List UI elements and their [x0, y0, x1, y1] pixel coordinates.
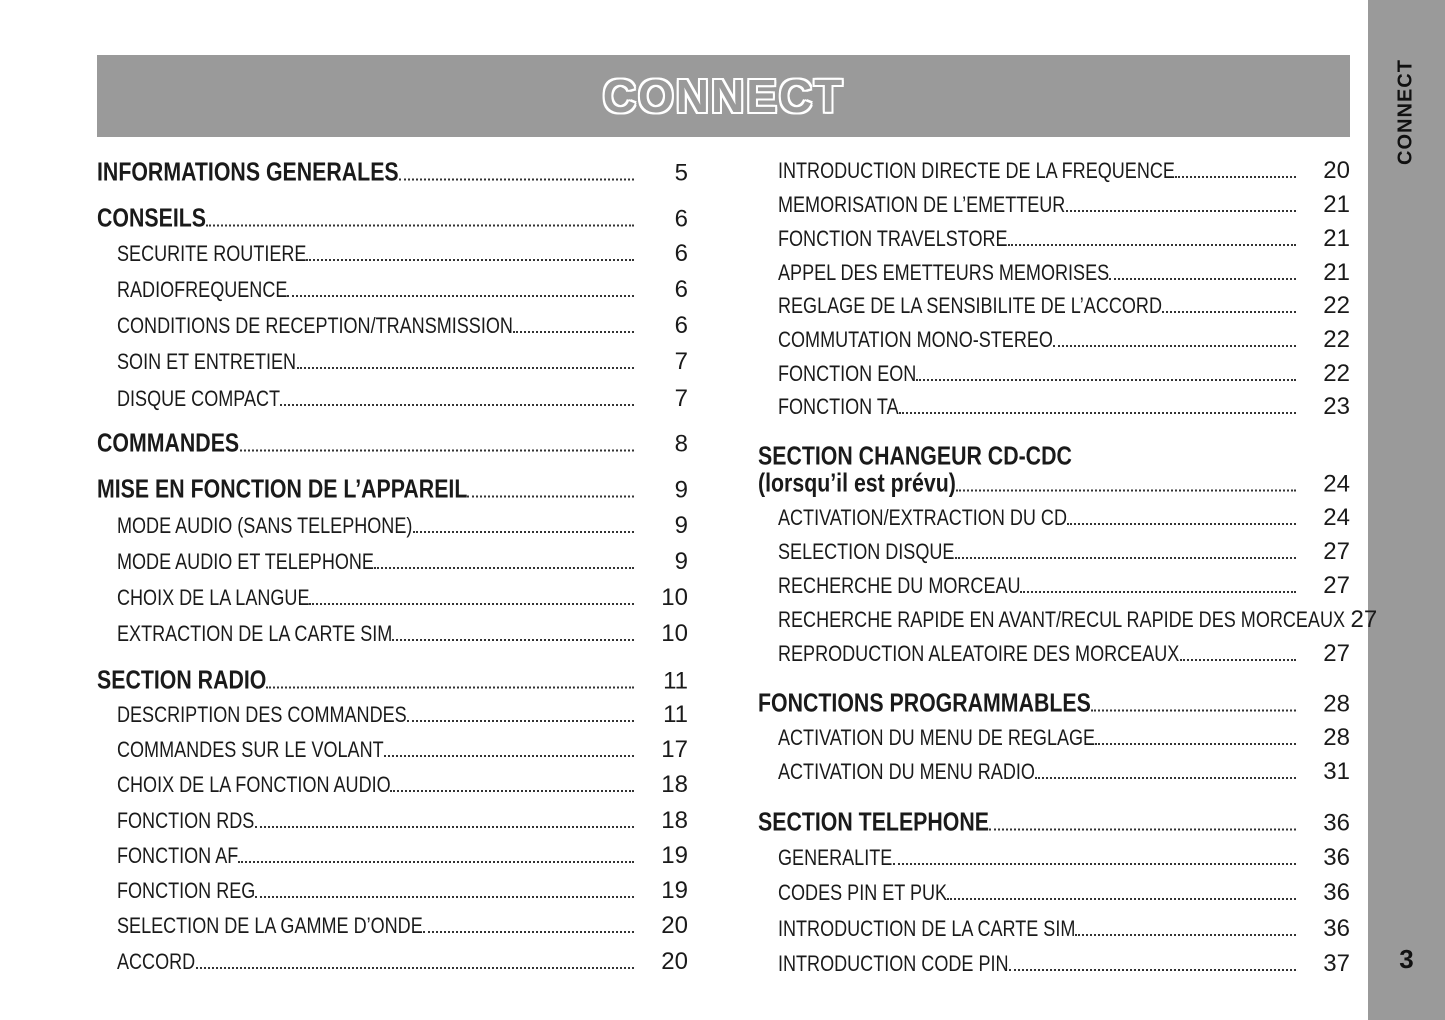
toc-dot-leader [297, 367, 635, 369]
toc-dot-leader [1095, 743, 1296, 745]
toc-entry-title: CHOIX DE LA FONCTION AUDIO [117, 772, 391, 797]
toc-dot-leader [266, 687, 634, 689]
toc-entry-title: MODE AUDIO (SANS TELEPHONE) [117, 513, 413, 538]
toc-dot-leader [255, 826, 634, 828]
toc-entry-title: SECURITE ROUTIERE [117, 241, 307, 266]
toc-dot-leader [513, 331, 634, 333]
toc-entry-page: 6 [674, 205, 688, 233]
toc-subsection-entry [758, 950, 1350, 978]
toc-entry-page: 10 [661, 584, 688, 611]
toc-entry-page: 9 [674, 512, 688, 539]
toc-entry-page: 7 [674, 348, 688, 375]
toc-entry-page: 24 [1323, 504, 1350, 531]
toc-subsection-entry [758, 326, 1350, 354]
toc-entry-title: COMMANDES SUR LE VOLANT [117, 737, 384, 762]
toc-entry-title: CONDITIONS DE RECEPTION/TRANSMISSION [117, 313, 513, 338]
toc-subsection-entry [758, 360, 1350, 388]
toc-entry-title: EXTRACTION DE LA CARTE SIM [117, 621, 393, 646]
toc-entry-page: 28 [1323, 724, 1350, 751]
toc-dot-leader [384, 755, 634, 757]
toc-entry-page: 21 [1323, 225, 1350, 252]
toc-entry-title: REPRODUCTION ALEATOIRE DES MORCEAUX [778, 641, 1180, 666]
toc-entry-page: 28 [1323, 690, 1350, 718]
toc-entry-title: FONCTION TA [778, 394, 899, 419]
toc-entry-page: 19 [661, 877, 688, 904]
toc-subsection-entry [97, 584, 688, 612]
toc-subsection-entry [97, 736, 688, 764]
toc-entry-page: 20 [661, 948, 688, 975]
toc-entry-title: INTRODUCTION DE LA CARTE SIM [778, 916, 1076, 941]
toc-entry-title: SECTION TELEPHONE [758, 806, 989, 837]
toc-entry-title: FONCTION REG [117, 878, 256, 903]
toc-dot-leader [238, 861, 634, 863]
toc-entry-title: CODES PIN ET PUK [778, 880, 948, 905]
toc-dot-leader [392, 639, 634, 641]
toc-left-column [97, 0, 688, 1020]
toc-subsection-entry [97, 701, 688, 729]
toc-entry-page: 20 [1323, 157, 1350, 184]
toc-right-column [758, 0, 1378, 1020]
toc-dot-leader [1035, 777, 1296, 779]
toc-entry-page: 6 [674, 276, 688, 303]
toc-entry-title: ACTIVATION DU MENU RADIO [778, 759, 1035, 784]
toc-subsection-entry [97, 276, 688, 304]
toc-dot-leader [309, 603, 634, 605]
toc-entry-page: 22 [1323, 360, 1350, 387]
toc-entry-page: 27 [1323, 538, 1350, 565]
toc-entry-title: GENERALITE [778, 845, 893, 870]
toc-entry-page: 21 [1323, 259, 1350, 286]
toc-entry-page: 22 [1323, 292, 1350, 319]
toc-subsection-entry [97, 512, 688, 540]
toc-entry-title: RADIOFREQUENCE [117, 277, 288, 302]
toc-section-entry [97, 428, 688, 459]
toc-entry-title: SELECTION DE LA GAMME D’ONDE [117, 913, 423, 938]
toc-entry-title: CONSEILS [97, 202, 206, 233]
toc-entry-page: 24 [1323, 470, 1350, 498]
toc-dot-leader [899, 412, 1296, 414]
toc-section-entry [758, 807, 1350, 838]
toc-entry-title: FONCTION AF [117, 843, 239, 868]
toc-entry-title: MODE AUDIO ET TELEPHONE [117, 549, 374, 574]
toc-entry-page: 9 [674, 476, 688, 504]
toc-entry-title: SELECTION DISQUE [778, 539, 955, 564]
toc-dot-leader [1180, 659, 1296, 661]
toc-subsection-entry [758, 758, 1350, 786]
toc-entry-page: 36 [1323, 915, 1350, 942]
toc-dot-leader [287, 295, 634, 297]
toc-entry-page: 27 [1350, 606, 1378, 633]
toc-entry-title: SECTION RADIO [97, 664, 267, 695]
toc-entry-title: FONCTION TRAVELSTORE [778, 226, 1008, 251]
toc-dot-leader [423, 931, 634, 933]
toc-entry-page: 19 [661, 842, 688, 869]
toc-dot-leader [374, 567, 634, 569]
toc-entry-page: 11 [663, 701, 688, 728]
toc-entry-page: 6 [674, 240, 688, 267]
toc-section-entry [97, 474, 688, 505]
page-title: CONNECT [602, 70, 845, 122]
toc-dot-leader [1067, 523, 1296, 525]
toc-entry-page: 9 [674, 548, 688, 575]
toc-subsection-entry [758, 191, 1350, 219]
toc-subsection-entry [758, 844, 1350, 872]
toc-entry-title: ACTIVATION/EXTRACTION DU CD [778, 505, 1067, 530]
toc-entry-page: 37 [1323, 950, 1350, 977]
toc-entry-page: 20 [661, 912, 688, 939]
toc-entry-page: 8 [674, 430, 688, 458]
toc-subsection-entry [97, 240, 688, 268]
toc-entry-title: SECTION CHANGEUR CD-CDC [758, 440, 1072, 471]
toc-entry-page: 5 [674, 159, 688, 187]
toc-dot-leader [1008, 244, 1297, 246]
toc-subsection-entry [97, 548, 688, 576]
toc-dot-leader [1175, 176, 1296, 178]
toc-subsection-entry [758, 879, 1350, 907]
toc-entry-title: CHOIX DE LA LANGUE [117, 585, 310, 610]
toc-dot-leader [956, 490, 1296, 492]
toc-entry-page: 21 [1323, 191, 1350, 218]
toc-entry-page: 36 [1323, 844, 1350, 871]
toc-entry-title: ACCORD [117, 949, 196, 974]
toc-entry-page: 17 [661, 736, 688, 763]
toc-dot-leader [280, 404, 634, 406]
toc-entry-title: INTRODUCTION DIRECTE DE LA FREQUENCE [778, 158, 1175, 183]
toc-entry-page: 36 [1323, 809, 1350, 837]
toc-dot-leader [1053, 345, 1296, 347]
toc-entry-title: INFORMATIONS GENERALES [97, 156, 399, 187]
toc-subsection-entry [97, 807, 688, 835]
toc-subsection-entry [97, 312, 688, 340]
toc-subsection-entry [758, 393, 1350, 421]
toc-entry-page: 11 [663, 667, 688, 695]
toc-subsection-entry [97, 620, 688, 648]
toc-entry-title: APPEL DES EMETTEURS MEMORISES [778, 260, 1110, 285]
toc-entry-page: 18 [661, 807, 688, 834]
toc-dot-leader [1109, 278, 1296, 280]
toc-dot-leader [306, 259, 634, 261]
toc-subsection-entry [97, 842, 688, 870]
toc-dot-leader [399, 179, 634, 181]
toc-subsection-entry [758, 915, 1350, 943]
toc-subsection-entry [758, 606, 1378, 634]
toc-entry-title: FONCTION EON [778, 361, 917, 386]
toc-dot-leader [1075, 934, 1296, 936]
toc-entry-page: 36 [1323, 879, 1350, 906]
toc-section-entry [97, 203, 688, 234]
toc-dot-leader [255, 896, 634, 898]
toc-dot-leader [916, 379, 1296, 381]
toc-dot-leader [240, 450, 635, 452]
toc-entry-title: FONCTIONS PROGRAMMABLES [758, 687, 1091, 718]
toc-dot-leader [413, 531, 634, 533]
toc-entry-page: 27 [1323, 572, 1350, 599]
toc-entry-title: REGLAGE DE LA SENSIBILITE DE L’ACCORD [778, 293, 1162, 318]
toc-section-entry [758, 688, 1350, 719]
toc-subsection-entry [97, 348, 688, 376]
toc-entry-page: 10 [661, 620, 688, 647]
toc-dot-leader [196, 967, 634, 969]
toc-entry-title: RECHERCHE DU MORCEAU [778, 573, 1021, 598]
toc-section-entry [97, 157, 688, 188]
toc-subsection-entry [97, 912, 688, 940]
toc-entry-page: 7 [674, 385, 688, 412]
toc-subsection-entry [758, 259, 1350, 287]
toc-entry-title: COMMANDES [97, 427, 240, 458]
toc-entry-page: 31 [1323, 758, 1350, 785]
toc-entry-page: 18 [661, 771, 688, 798]
toc-dot-leader [893, 863, 1296, 865]
toc-entry-title: DISQUE COMPACT [117, 386, 281, 411]
toc-dot-leader [1066, 210, 1296, 212]
toc-subsection-entry [758, 292, 1350, 320]
page-number: 3 [1399, 944, 1414, 974]
toc-entry-page: 27 [1323, 640, 1350, 667]
toc-entry-title: DESCRIPTION DES COMMANDES [117, 702, 407, 727]
toc-section-entry [97, 665, 688, 696]
toc-subsection-entry [758, 640, 1350, 668]
toc-section-entry [758, 468, 1350, 499]
side-tab [1368, 0, 1445, 1020]
toc-dot-leader [1009, 969, 1296, 971]
toc-subsection-entry [758, 538, 1350, 566]
toc-dot-leader [407, 720, 634, 722]
toc-dot-leader [390, 790, 634, 792]
toc-entry-title: COMMUTATION MONO-STEREO [778, 327, 1053, 352]
toc-subsection-entry [758, 572, 1350, 600]
toc-dot-leader [1162, 311, 1296, 313]
toc-dot-leader [947, 898, 1296, 900]
toc-entry-title: (lorsqu’il est prévu) [758, 467, 956, 498]
toc-subsection-entry [97, 948, 688, 976]
toc-entry-page: 23 [1323, 393, 1350, 420]
toc-dot-leader [955, 557, 1296, 559]
toc-entry-title: RECHERCHE RAPIDE EN AVANT/RECUL RAPIDE DES MORCEAUX [778, 607, 1346, 632]
toc-subsection-entry [97, 771, 688, 799]
toc-subsection-entry [97, 385, 688, 413]
toc-entry-title: FONCTION RDS [117, 808, 255, 833]
toc-entry-title: INTRODUCTION CODE PIN [778, 951, 1009, 976]
toc-dot-leader [1091, 710, 1296, 712]
toc-subsection-entry [758, 225, 1350, 253]
toc-entry-title: ACTIVATION DU MENU DE REGLAGE [778, 725, 1096, 750]
toc-dot-leader [206, 225, 634, 227]
toc-entry-title: MEMORISATION DE L’EMETTEUR [778, 192, 1066, 217]
toc-dot-leader [989, 829, 1296, 831]
toc-entry-title: SOIN ET ENTRETIEN [117, 349, 297, 374]
side-tab-label: CONNECT [1394, 59, 1417, 165]
toc-subsection-entry [758, 504, 1350, 532]
toc-dot-leader [1020, 591, 1296, 593]
toc-entry-page: 6 [674, 312, 688, 339]
toc-entry-page: 22 [1323, 326, 1350, 353]
toc-dot-leader [467, 496, 634, 498]
toc-entry-title: MISE EN FONCTION DE L’APPAREIL [97, 473, 468, 504]
toc-subsection-entry [758, 157, 1350, 185]
toc-subsection-entry [97, 877, 688, 905]
toc-subsection-entry [758, 724, 1350, 752]
